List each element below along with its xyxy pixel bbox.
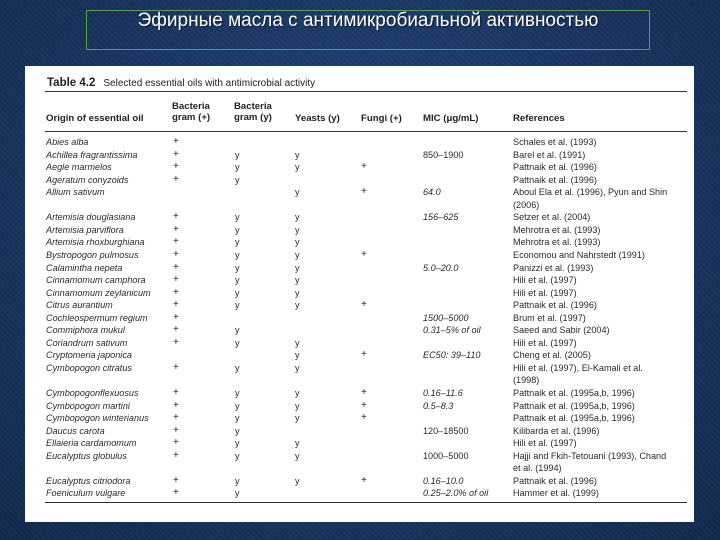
mic-cell: 0.25–2.0% of oil: [423, 488, 489, 499]
yeasts-cell: y: [295, 413, 300, 424]
header-fungi: Fungi (+): [361, 113, 402, 124]
reference-cell: Hili et al. (1997): [513, 438, 577, 449]
mic-cell: 0.16–10.0: [423, 475, 464, 486]
origin-cell: Cymbopogon winterianus: [46, 413, 149, 424]
yeasts-cell: y: [295, 224, 300, 235]
origin-cell: Ellaieria cardamomum: [46, 438, 137, 449]
reference-cell: Pattnaik et al. (1995a,b, 1996): [513, 413, 635, 424]
bacteria-pos-cell: +: [173, 387, 179, 398]
bacteria-y-cell: y: [235, 275, 240, 286]
bacteria-pos-cell: +: [173, 248, 179, 260]
bacteria-pos-cell: +: [173, 336, 179, 348]
reference-cell: Hili et al. (1997): [513, 337, 577, 348]
bacteria-y-cell: y: [235, 162, 240, 173]
table-header-rule: [45, 131, 687, 132]
origin-cell: Abies alba: [46, 137, 89, 147]
bacteria-pos-cell: +: [173, 261, 179, 273]
slide-title: Эфирные масла с антимикробиальной активностью: [137, 10, 599, 31]
yeasts-cell: y: [295, 450, 300, 461]
bacteria-y-cell: y: [235, 475, 240, 486]
bacteria-y-cell: y: [235, 249, 240, 260]
origin-cell: Eucalyptus citriodora: [46, 475, 131, 486]
fungi-cell: +: [361, 248, 367, 260]
table-caption-text: Selected essential oils with antimicrobial activity: [103, 78, 316, 89]
table-top-rule: [45, 91, 687, 92]
mic-cell: 1000–5000: [423, 450, 469, 461]
bacteria-pos-cell: +: [173, 286, 179, 298]
table-caption: [47, 77, 315, 89]
reference-cell: Mehrotra et al. (1993): [513, 224, 601, 235]
bacteria-pos-cell: +: [173, 487, 179, 499]
bacteria-y-cell: y: [235, 413, 240, 424]
table-row: [25, 262, 694, 274]
reference-cell: Pattnaik et al. (1995a,b, 1996): [513, 400, 635, 411]
fungi-cell: +: [361, 161, 367, 173]
header-bacteria-pos: [172, 101, 210, 123]
yeasts-cell: y: [295, 300, 300, 311]
header-bacteria-pos-line1: Bacteria: [172, 101, 210, 112]
reference-cell: Schales et al. (1993): [513, 137, 597, 147]
bacteria-pos-cell: +: [173, 399, 179, 411]
bacteria-y-cell: y: [235, 212, 240, 223]
bacteria-pos-cell: +: [173, 236, 179, 248]
reference-cell: Hammer et al. (1999): [513, 488, 599, 499]
bacteria-pos-cell: +: [173, 136, 179, 147]
reference-cell: Pattnaik et al. (1996): [513, 300, 597, 311]
origin-cell: Calamintha nepeta: [46, 262, 123, 273]
bacteria-y-cell: y: [235, 488, 240, 499]
bacteria-pos-cell: +: [173, 361, 179, 373]
bacteria-pos-cell: +: [173, 412, 179, 424]
table-row: [25, 174, 694, 186]
header-bacteria-y-line2: gram (y): [234, 112, 272, 123]
mic-cell: 64.0: [423, 187, 441, 198]
origin-cell: Eucalyptus globulus: [46, 450, 127, 461]
yeasts-cell: y: [295, 149, 300, 160]
fungi-cell: +: [361, 412, 367, 424]
yeasts-cell: y: [295, 237, 300, 248]
yeasts-cell: y: [295, 187, 300, 198]
reference-cell-continued: (1998): [513, 375, 540, 386]
origin-cell: Foeniculum vulgare: [46, 488, 126, 499]
bacteria-pos-cell: +: [173, 223, 179, 235]
origin-cell: Allium sativum: [46, 187, 105, 198]
table-row: [25, 425, 694, 437]
table-row: [25, 412, 694, 424]
bacteria-pos-cell: +: [173, 324, 179, 336]
mic-cell: 0.31–5% of oil: [423, 325, 481, 336]
reference-cell: Saeed and Sabir (2004): [513, 325, 610, 336]
bacteria-pos-cell: +: [173, 148, 179, 160]
reference-cell: Pattnaik et al. (1996): [513, 174, 597, 185]
yeasts-cell: y: [295, 212, 300, 223]
reference-cell: Cheng et al. (2005): [513, 350, 591, 361]
bacteria-y-cell: y: [235, 300, 240, 311]
table-sheet: [25, 66, 694, 522]
yeasts-cell: y: [295, 337, 300, 348]
table-label: Table 4.2: [47, 77, 96, 89]
bacteria-pos-cell: +: [173, 274, 179, 286]
mic-cell: 0.16–11.6: [423, 388, 463, 398]
reference-cell: Kilibarda et al. (1996): [513, 425, 600, 436]
reference-cell: Barel et al. (1991): [513, 149, 586, 160]
yeasts-cell: y: [295, 362, 300, 373]
header-yeasts: Yeasts (y): [295, 113, 340, 124]
table-row: [25, 437, 694, 449]
yeasts-cell: y: [295, 262, 300, 273]
bacteria-pos-cell: +: [173, 424, 179, 436]
bacteria-y-cell: y: [235, 287, 240, 298]
table-row: [25, 211, 694, 223]
reference-cell: Hili et al. (1997): [513, 275, 577, 286]
origin-cell: Ageratum conyzoids: [46, 174, 129, 185]
table-row: [25, 400, 694, 412]
table-row: [25, 299, 694, 311]
origin-cell: Cymbopogon martini: [46, 400, 130, 411]
bacteria-y-cell: y: [235, 262, 240, 273]
bacteria-y-cell: y: [235, 224, 240, 235]
yeasts-cell: y: [295, 475, 300, 486]
table-row: [25, 337, 694, 349]
reference-cell: Pattnaik et al. (1996): [513, 162, 597, 173]
bacteria-y-cell: y: [235, 325, 240, 336]
table-row: [25, 449, 694, 474]
table-row: [25, 361, 694, 386]
origin-cell: Cinnamomum zeylanicum: [46, 287, 151, 298]
table-row: [25, 236, 694, 248]
reference-cell-continued: et al. (1994): [513, 463, 562, 474]
header-origin: Origin of essential oil: [46, 113, 144, 124]
table-row: [25, 287, 694, 299]
origin-cell: Artemisia douglasiana: [46, 212, 136, 223]
header-bacteria-pos-line2: gram (+): [172, 112, 211, 123]
bacteria-pos-cell: +: [173, 161, 179, 173]
reference-cell: Brum et al. (1997): [513, 312, 586, 323]
origin-cell: Aegle marmelos: [46, 162, 112, 173]
yeasts-cell: y: [295, 275, 300, 286]
yeasts-cell: y: [295, 438, 300, 449]
bacteria-y-cell: y: [235, 337, 240, 348]
fungi-cell: +: [361, 399, 367, 411]
bacteria-pos-cell: +: [173, 449, 179, 461]
yeasts-cell: y: [295, 249, 300, 260]
mic-cell: 850–1900: [423, 149, 464, 160]
header-bacteria-y: [234, 101, 272, 123]
yeasts-cell: y: [295, 162, 300, 173]
origin-cell: Achillea fragrantissima: [46, 149, 138, 160]
bacteria-pos-cell: +: [173, 173, 179, 185]
reference-cell: Panizzi et al. (1993): [513, 262, 594, 273]
mic-cell: 0.5–8.3: [423, 400, 454, 411]
bacteria-pos-cell: +: [173, 211, 179, 223]
reference-cell: Pattnaik et al. (1995a,b, 1996): [513, 388, 635, 398]
fungi-cell: +: [361, 349, 367, 361]
bacteria-y-cell: y: [235, 425, 240, 436]
header-mic: MIC (μg/mL): [423, 113, 479, 124]
reference-cell-continued: (2006): [513, 199, 540, 210]
table-row: [25, 387, 694, 399]
slide-title-box: [86, 10, 650, 50]
fungi-cell: +: [361, 474, 367, 486]
bacteria-pos-cell: +: [173, 299, 179, 311]
table-row: [25, 349, 694, 361]
bacteria-y-cell: y: [235, 400, 240, 411]
reference-cell: Hajji and Fkih-Tetouani (1993), Chand: [513, 450, 667, 461]
mic-cell: 120–18500: [423, 425, 469, 436]
bacteria-y-cell: y: [235, 174, 240, 185]
table-row: [25, 249, 694, 261]
origin-cell: Artemisia parviflora: [46, 224, 124, 235]
fungi-cell: +: [361, 299, 367, 311]
mic-cell: 156–625: [423, 212, 459, 223]
bacteria-y-cell: y: [235, 362, 240, 373]
reference-cell: Aboul Ela et al. (1996), Pyun and Shin: [513, 187, 668, 198]
table-row: [25, 224, 694, 236]
origin-cell: Cochleospermum regium: [46, 312, 148, 323]
table-row: [25, 312, 694, 324]
mic-cell: 5.0–20.0: [423, 262, 459, 273]
bacteria-y-cell: y: [235, 450, 240, 461]
bacteria-pos-cell: +: [173, 311, 179, 323]
origin-cell: Cinnamomum camphora: [46, 275, 146, 286]
header-bacteria-y-line1: Bacteria: [234, 101, 272, 112]
mic-cell: 1500–5000: [423, 312, 469, 323]
fungi-cell: +: [361, 186, 367, 198]
bacteria-y-cell: y: [235, 237, 240, 248]
yeasts-cell: y: [295, 350, 300, 361]
bacteria-pos-cell: +: [173, 474, 179, 486]
reference-cell: Setzer et al. (2004): [513, 212, 591, 223]
origin-cell: Bystropogon pulmosus: [46, 249, 139, 260]
mic-cell: EC50: 39–110: [423, 350, 481, 361]
header-references: References: [513, 113, 565, 124]
origin-cell: Artemisia rhoxburghiana: [46, 237, 145, 248]
origin-cell: Cymbopogon citratus: [46, 362, 132, 373]
table-row: [25, 475, 694, 487]
bacteria-y-cell: y: [235, 438, 240, 449]
yeasts-cell: y: [295, 287, 300, 298]
table-row: [25, 186, 694, 210]
origin-cell: Coriandrum sativum: [46, 337, 128, 348]
origin-cell: Commiphora mukul: [46, 325, 125, 336]
table-row: [25, 324, 694, 336]
bacteria-y-cell: y: [235, 149, 240, 160]
yeasts-cell: y: [295, 400, 300, 411]
origin-cell: Daucus carota: [46, 425, 105, 436]
origin-cell: Cryptomeria japonica: [46, 350, 132, 361]
table-row: [25, 136, 694, 148]
table-bottom-rule: [45, 502, 687, 503]
reference-cell: Hili et al. (1997), El-Kamali et al.: [513, 362, 643, 373]
origin-cell: Cymbopogonflexuosus: [46, 388, 139, 398]
reference-cell: Mehrotra et al. (1993): [513, 237, 601, 248]
reference-cell: Economou and Nahrstedt (1991): [513, 249, 645, 260]
reference-cell: Hili et al. (1997): [513, 287, 577, 298]
bacteria-pos-cell: +: [173, 437, 179, 449]
bacteria-y-cell: y: [235, 388, 240, 398]
origin-cell: Citrus aurantium: [46, 300, 113, 311]
table-row: [25, 487, 694, 499]
table-row: [25, 161, 694, 173]
reference-cell: Pattnaik et al. (1996): [513, 475, 597, 486]
table-row: [25, 149, 694, 161]
fungi-cell: +: [361, 387, 367, 398]
table-row: [25, 274, 694, 286]
yeasts-cell: y: [295, 388, 300, 398]
